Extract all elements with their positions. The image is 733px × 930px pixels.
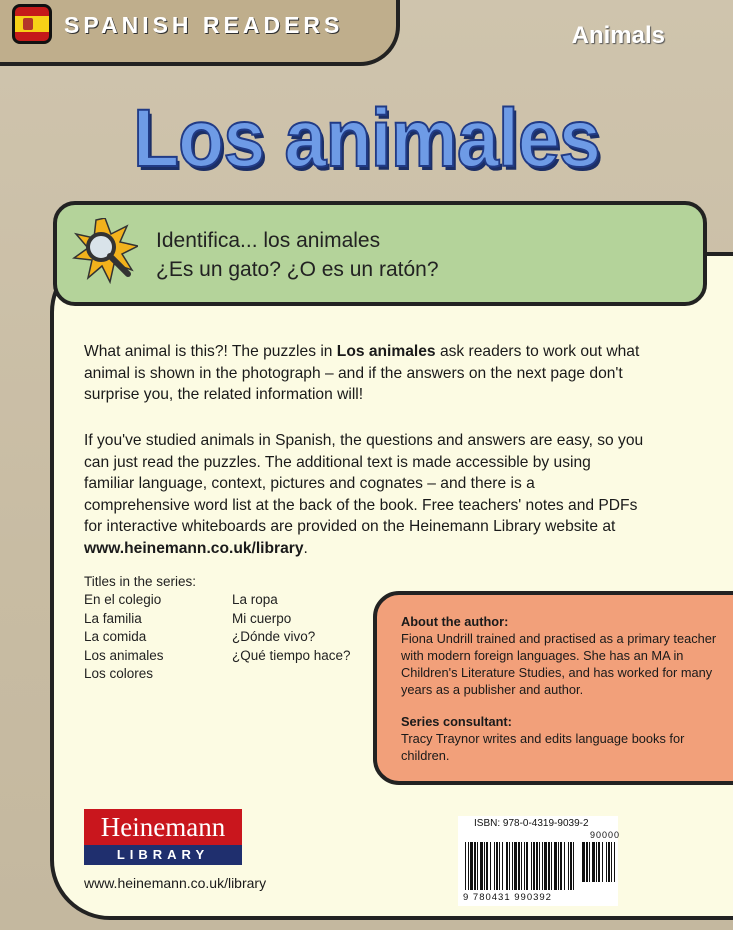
price-code: 90000 <box>590 830 621 840</box>
heinemann-logo <box>84 809 242 865</box>
series-header-tab <box>0 0 400 66</box>
list-item: Los colores <box>84 666 154 681</box>
spain-flag-icon <box>12 4 52 44</box>
list-item: En el colegio <box>84 592 162 607</box>
tagline-box <box>53 201 707 306</box>
list-item: ¿Dónde vivo? <box>232 629 316 644</box>
description-paragraph-2: If you've studied animals in Spanish, the questions and answers are easy, so you can just read the puzzles. The additional text is made accessible by using familiar language, context, pictures and cognates – and there is a comprehensive word list at the back of the book. Free teachers' notes and PDFs for interactive whiteboards are provided on the Heinemann Library website at www.heinemann.co.uk/library. <box>84 432 644 557</box>
logo-wordmark: Heinemann <box>84 809 242 845</box>
series-list-col-2 <box>232 591 351 665</box>
topic-label: Animals <box>571 22 665 49</box>
barcode-icon <box>465 842 615 890</box>
description-paragraph-1: What animal is this?! The puzzles in Los animales ask readers to work out what animal is shown in the photograph – and if the answers on the next page don't surprise you, the related information will! <box>84 343 640 403</box>
list-item: La comida <box>84 629 147 644</box>
series-list-col-1 <box>84 591 164 684</box>
magnifier-starburst-icon <box>72 218 138 284</box>
author-heading: About the author: <box>401 614 509 629</box>
list-item: La ropa <box>232 592 278 607</box>
book-title-inline: Los animales <box>336 343 436 360</box>
list-item: ¿Qué tiempo hace? <box>232 647 351 663</box>
consultant-heading: Series consultant: <box>401 714 512 729</box>
tagline-line-2: ¿Es un gato? ¿O es un ratón? <box>156 258 439 281</box>
list-item: Mi cuerpo <box>232 610 292 626</box>
series-brand: SPANISH READERS <box>64 12 344 38</box>
author-text: Fiona Undrill trained and practised as a primary teacher with modern foreign languages. She has an MA in Children's Literature Studies, and has worked for many years as a publisher and author. <box>401 631 717 697</box>
series-heading: Titles in the series: <box>84 574 197 589</box>
website-link[interactable]: www.heinemann.co.uk/library <box>84 539 304 557</box>
consultant-text: Tracy Traynor writes and edits language books for children. <box>401 731 685 763</box>
book-title: Los animales <box>133 93 600 184</box>
barcode-digits: 9 780431 990392 <box>463 892 552 903</box>
tagline-line-1: Identifica... los animales <box>156 229 381 252</box>
isbn-text: ISBN: 978-0-4319-9039-2 <box>474 818 589 829</box>
list-item: Los animales <box>84 647 164 663</box>
list-item: La familia <box>84 610 142 626</box>
publisher-url[interactable]: www.heinemann.co.uk/library <box>84 875 267 891</box>
logo-subtitle: LIBRARY <box>84 845 242 865</box>
